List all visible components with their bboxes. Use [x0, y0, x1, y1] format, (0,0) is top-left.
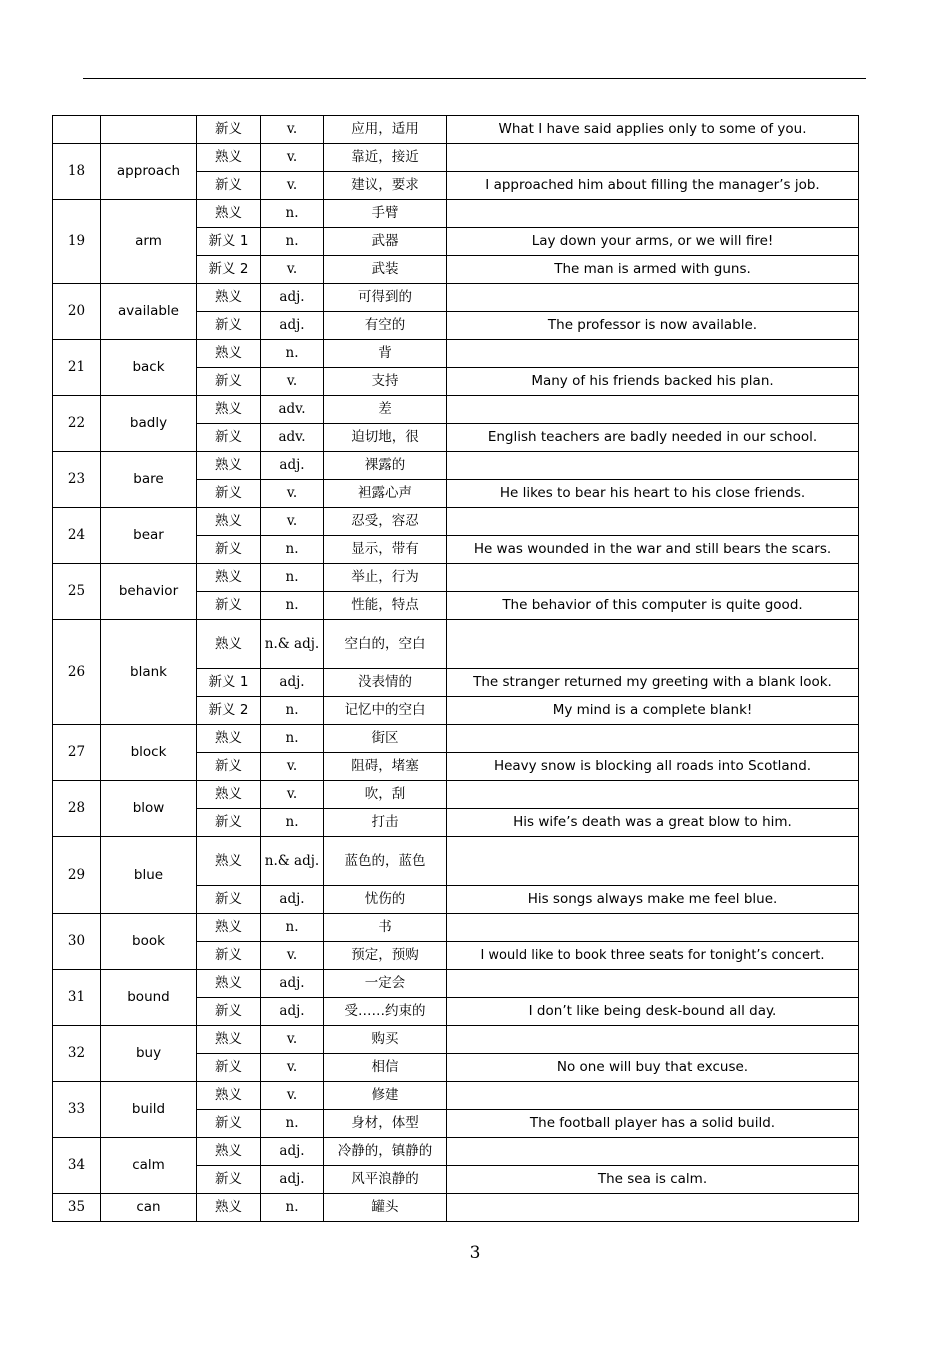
part-of-speech: v. — [261, 256, 324, 284]
meaning: 书 — [324, 914, 447, 942]
example-sentence — [447, 284, 859, 312]
example-sentence — [447, 725, 859, 753]
part-of-speech: n. — [261, 536, 324, 564]
meaning: 靠近，接近 — [324, 144, 447, 172]
meaning: 相信 — [324, 1054, 447, 1082]
meaning: 差 — [324, 396, 447, 424]
part-of-speech: n. — [261, 914, 324, 942]
headword: block — [101, 725, 197, 781]
meaning: 忍受，容忍 — [324, 508, 447, 536]
sense-type: 熟义 — [197, 396, 261, 424]
part-of-speech: n. — [261, 1110, 324, 1138]
meaning: 显示，带有 — [324, 536, 447, 564]
example-sentence — [447, 200, 859, 228]
entry-number: 29 — [53, 837, 101, 914]
part-of-speech: v. — [261, 942, 324, 970]
sense-type: 新义 1 — [197, 669, 261, 697]
table-row — [53, 340, 859, 368]
page-number: 3 — [469, 1243, 481, 1263]
sense-type: 熟义 — [197, 1194, 261, 1222]
entry-number: 27 — [53, 725, 101, 781]
example-sentence: He likes to bear his heart to his close friends. — [447, 480, 859, 508]
part-of-speech: v. — [261, 480, 324, 508]
sense-type: 新义 — [197, 312, 261, 340]
part-of-speech: v. — [261, 781, 324, 809]
headword: available — [101, 284, 197, 340]
part-of-speech: adv. — [261, 424, 324, 452]
example-sentence: My mind is a complete blank! — [447, 697, 859, 725]
example-sentence — [447, 620, 859, 669]
sense-type: 新义 — [197, 886, 261, 914]
part-of-speech: adv. — [261, 396, 324, 424]
part-of-speech: v. — [261, 368, 324, 396]
entry-number: 25 — [53, 564, 101, 620]
part-of-speech: n. — [261, 564, 324, 592]
sense-type: 熟义 — [197, 725, 261, 753]
sense-type: 熟义 — [197, 200, 261, 228]
sense-type: 熟义 — [197, 564, 261, 592]
part-of-speech: v. — [261, 1082, 324, 1110]
table-row — [53, 116, 859, 144]
part-of-speech: v. — [261, 508, 324, 536]
example-sentence: Heavy snow is blocking all roads into Scotland. — [447, 753, 859, 781]
example-sentence: The behavior of this computer is quite good. — [447, 592, 859, 620]
sense-type: 新义 — [197, 753, 261, 781]
sense-type: 熟义 — [197, 620, 261, 669]
headword: build — [101, 1082, 197, 1138]
entry-number: 26 — [53, 620, 101, 725]
sense-type: 新义 2 — [197, 697, 261, 725]
meaning: 吹，刮 — [324, 781, 447, 809]
example-sentence — [447, 396, 859, 424]
sense-type: 熟义 — [197, 284, 261, 312]
headword: blue — [101, 837, 197, 914]
headword: blow — [101, 781, 197, 837]
entry-number: 28 — [53, 781, 101, 837]
sense-type: 熟义 — [197, 452, 261, 480]
sense-type: 新义 — [197, 172, 261, 200]
example-sentence: What I have said applies only to some of you. — [447, 116, 859, 144]
meaning: 裸露的 — [324, 452, 447, 480]
headword — [101, 116, 197, 144]
table-row — [53, 620, 859, 669]
entry-number: 24 — [53, 508, 101, 564]
sense-type: 新义 — [197, 116, 261, 144]
example-sentence — [447, 1082, 859, 1110]
meaning: 阻碍，堵塞 — [324, 753, 447, 781]
example-sentence — [447, 564, 859, 592]
part-of-speech: v. — [261, 1054, 324, 1082]
table-row — [53, 144, 859, 172]
table-row — [53, 200, 859, 228]
example-sentence: Lay down your arms, or we will fire! — [447, 228, 859, 256]
meaning: 支持 — [324, 368, 447, 396]
sense-type: 熟义 — [197, 837, 261, 886]
meaning: 受……约束的 — [324, 998, 447, 1026]
meaning: 预定，预购 — [324, 942, 447, 970]
meaning: 蓝色的，蓝色 — [324, 837, 447, 886]
example-sentence: I would like to book three seats for tonight’s concert. — [447, 942, 859, 970]
part-of-speech: n.& adj. — [261, 620, 324, 669]
meaning: 购买 — [324, 1026, 447, 1054]
table-row — [53, 1082, 859, 1110]
sense-type: 新义 1 — [197, 228, 261, 256]
headword: approach — [101, 144, 197, 200]
example-sentence — [447, 340, 859, 368]
example-sentence: His wife’s death was a great blow to him. — [447, 809, 859, 837]
meaning: 打击 — [324, 809, 447, 837]
meaning: 手臂 — [324, 200, 447, 228]
example-sentence: English teachers are badly needed in our school. — [447, 424, 859, 452]
part-of-speech: n. — [261, 725, 324, 753]
entry-number: 23 — [53, 452, 101, 508]
example-sentence — [447, 781, 859, 809]
entry-number: 34 — [53, 1138, 101, 1194]
sense-type: 新义 — [197, 1110, 261, 1138]
meaning: 武装 — [324, 256, 447, 284]
sense-type: 新义 — [197, 536, 261, 564]
sense-type: 熟义 — [197, 144, 261, 172]
sense-type: 熟义 — [197, 1138, 261, 1166]
sense-type: 新义 — [197, 1166, 261, 1194]
example-sentence — [447, 1194, 859, 1222]
headword: bound — [101, 970, 197, 1026]
table-row — [53, 970, 859, 998]
sense-type: 新义 — [197, 1054, 261, 1082]
sense-type: 熟义 — [197, 970, 261, 998]
sense-type: 新义 — [197, 998, 261, 1026]
sense-type: 新义 — [197, 942, 261, 970]
part-of-speech: adj. — [261, 1138, 324, 1166]
example-sentence — [447, 914, 859, 942]
part-of-speech: n. — [261, 228, 324, 256]
entry-number: 19 — [53, 200, 101, 284]
part-of-speech: n.& adj. — [261, 837, 324, 886]
part-of-speech: adj. — [261, 669, 324, 697]
headword: arm — [101, 200, 197, 284]
table-row — [53, 725, 859, 753]
header-rule — [83, 78, 866, 79]
part-of-speech: adj. — [261, 312, 324, 340]
table-row — [53, 1026, 859, 1054]
part-of-speech: n. — [261, 1194, 324, 1222]
part-of-speech: adj. — [261, 970, 324, 998]
sense-type: 熟义 — [197, 1026, 261, 1054]
example-sentence — [447, 1138, 859, 1166]
part-of-speech: v. — [261, 144, 324, 172]
meaning: 性能，特点 — [324, 592, 447, 620]
entry-number: 31 — [53, 970, 101, 1026]
headword: badly — [101, 396, 197, 452]
meaning: 袒露心声 — [324, 480, 447, 508]
meaning: 空白的，空白 — [324, 620, 447, 669]
part-of-speech: n. — [261, 809, 324, 837]
meaning: 背 — [324, 340, 447, 368]
table-row — [53, 452, 859, 480]
table-row — [53, 1138, 859, 1166]
meaning: 忧伤的 — [324, 886, 447, 914]
sense-type: 熟义 — [197, 914, 261, 942]
meaning: 身材，体型 — [324, 1110, 447, 1138]
example-sentence — [447, 970, 859, 998]
example-sentence: Many of his friends backed his plan. — [447, 368, 859, 396]
example-sentence — [447, 837, 859, 886]
meaning: 冷静的，镇静的 — [324, 1138, 447, 1166]
headword: blank — [101, 620, 197, 725]
headword: can — [101, 1194, 197, 1222]
example-sentence: He was wounded in the war and still bears the scars. — [447, 536, 859, 564]
part-of-speech: v. — [261, 1026, 324, 1054]
headword: bear — [101, 508, 197, 564]
entry-number: 21 — [53, 340, 101, 396]
example-sentence — [447, 144, 859, 172]
table-row — [53, 396, 859, 424]
example-sentence: I approached him about filling the manager’s job. — [447, 172, 859, 200]
headword: behavior — [101, 564, 197, 620]
table-row — [53, 837, 859, 886]
example-sentence: The stranger returned my greeting with a blank look. — [447, 669, 859, 697]
sense-type: 熟义 — [197, 781, 261, 809]
example-sentence: I don’t like being desk-bound all day. — [447, 998, 859, 1026]
part-of-speech: n. — [261, 340, 324, 368]
table-row — [53, 508, 859, 536]
headword: buy — [101, 1026, 197, 1082]
example-sentence: The professor is now available. — [447, 312, 859, 340]
part-of-speech: adj. — [261, 886, 324, 914]
meaning: 武器 — [324, 228, 447, 256]
entry-number: 22 — [53, 396, 101, 452]
part-of-speech: v. — [261, 116, 324, 144]
part-of-speech: adj. — [261, 284, 324, 312]
meaning: 街区 — [324, 725, 447, 753]
meaning: 一定会 — [324, 970, 447, 998]
sense-type: 新义 — [197, 592, 261, 620]
part-of-speech: v. — [261, 172, 324, 200]
sense-type: 熟义 — [197, 508, 261, 536]
entry-number: 30 — [53, 914, 101, 970]
example-sentence — [447, 508, 859, 536]
part-of-speech: v. — [261, 753, 324, 781]
example-sentence: The man is armed with guns. — [447, 256, 859, 284]
table-row — [53, 1194, 859, 1222]
meaning: 迫切地，很 — [324, 424, 447, 452]
sense-type: 新义 — [197, 368, 261, 396]
meaning: 建议，要求 — [324, 172, 447, 200]
part-of-speech: n. — [261, 697, 324, 725]
example-sentence: His songs always make me feel blue. — [447, 886, 859, 914]
sense-type: 熟义 — [197, 1082, 261, 1110]
table-row — [53, 781, 859, 809]
table-row — [53, 564, 859, 592]
entry-number: 33 — [53, 1082, 101, 1138]
entry-number: 18 — [53, 144, 101, 200]
meaning: 有空的 — [324, 312, 447, 340]
entry-number: 20 — [53, 284, 101, 340]
part-of-speech: n. — [261, 200, 324, 228]
example-sentence — [447, 452, 859, 480]
part-of-speech: adj. — [261, 998, 324, 1026]
meaning: 修建 — [324, 1082, 447, 1110]
part-of-speech: adj. — [261, 452, 324, 480]
example-sentence: The football player has a solid build. — [447, 1110, 859, 1138]
sense-type: 新义 — [197, 480, 261, 508]
headword: calm — [101, 1138, 197, 1194]
meaning: 罐头 — [324, 1194, 447, 1222]
example-sentence — [447, 1026, 859, 1054]
entry-number: 35 — [53, 1194, 101, 1222]
sense-type: 新义 — [197, 424, 261, 452]
meaning: 可得到的 — [324, 284, 447, 312]
meaning: 没表情的 — [324, 669, 447, 697]
sense-type: 新义 — [197, 809, 261, 837]
meaning: 记忆中的空白 — [324, 697, 447, 725]
part-of-speech: adj. — [261, 1166, 324, 1194]
example-sentence: The sea is calm. — [447, 1166, 859, 1194]
headword: back — [101, 340, 197, 396]
part-of-speech: n. — [261, 592, 324, 620]
meaning: 风平浪静的 — [324, 1166, 447, 1194]
entry-number: 32 — [53, 1026, 101, 1082]
sense-type: 熟义 — [197, 340, 261, 368]
vocabulary-table — [52, 115, 859, 1222]
entry-number — [53, 116, 101, 144]
headword: book — [101, 914, 197, 970]
sense-type: 新义 2 — [197, 256, 261, 284]
example-sentence: No one will buy that excuse. — [447, 1054, 859, 1082]
table-row — [53, 284, 859, 312]
meaning: 举止，行为 — [324, 564, 447, 592]
headword: bare — [101, 452, 197, 508]
table-row — [53, 914, 859, 942]
meaning: 应用，适用 — [324, 116, 447, 144]
